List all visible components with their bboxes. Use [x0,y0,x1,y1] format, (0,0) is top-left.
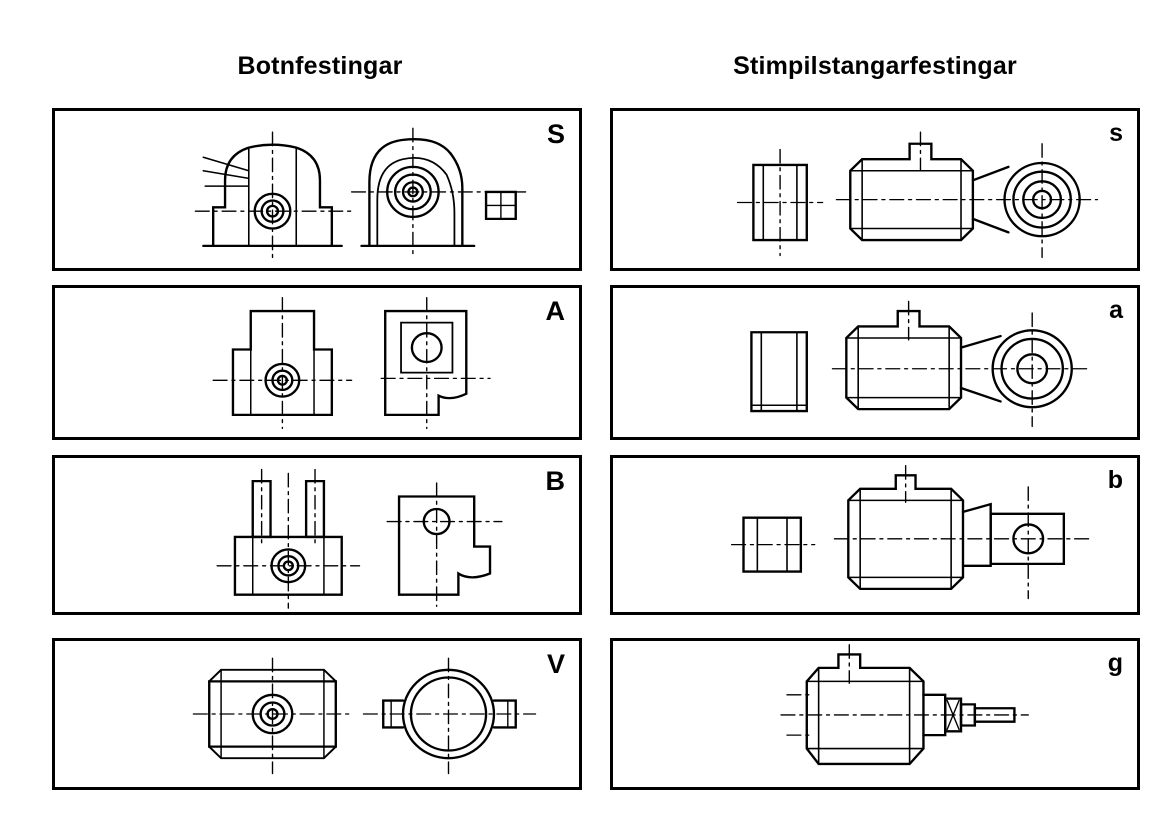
drawing-type-v-side [55,641,579,787]
panel-code-label: b [1107,466,1123,494]
panel-code-label: A [545,296,565,326]
drawing-type-s-lower-sideview [613,111,1137,268]
panel-type-s[interactable] [52,108,582,271]
panel-code-label: S [546,119,565,149]
panel-type-a-lower[interactable] [610,285,1140,440]
drawing-type-g-lower-sideview [613,641,1137,787]
panel-type-b-lower[interactable] [610,455,1140,615]
column-title-stimpilstangarfestingar: Stimpilstangarfestingar [733,52,1017,80]
panel-code-label: a [1109,296,1123,324]
panel-code-label: s [1109,119,1123,147]
drawing-type-a-side [55,288,579,437]
panel-type-s-lower[interactable] [610,108,1140,271]
drawing-type-b-side [55,458,579,612]
panel-type-b[interactable] [52,455,582,615]
drawing-type-s-side [55,111,579,268]
panel-type-g-lower[interactable] [610,638,1140,790]
panel-type-a[interactable] [52,285,582,440]
panel-code-label: B [545,466,565,496]
panel-code-label: V [546,649,565,679]
drawing-type-b-lower-sideview [613,458,1137,612]
column-title-botnfestingar: Botnfestingar [237,52,403,80]
panel-code-label: g [1107,649,1123,677]
panel-type-v[interactable] [52,638,582,790]
drawing-type-a-lower-sideview [613,288,1137,437]
